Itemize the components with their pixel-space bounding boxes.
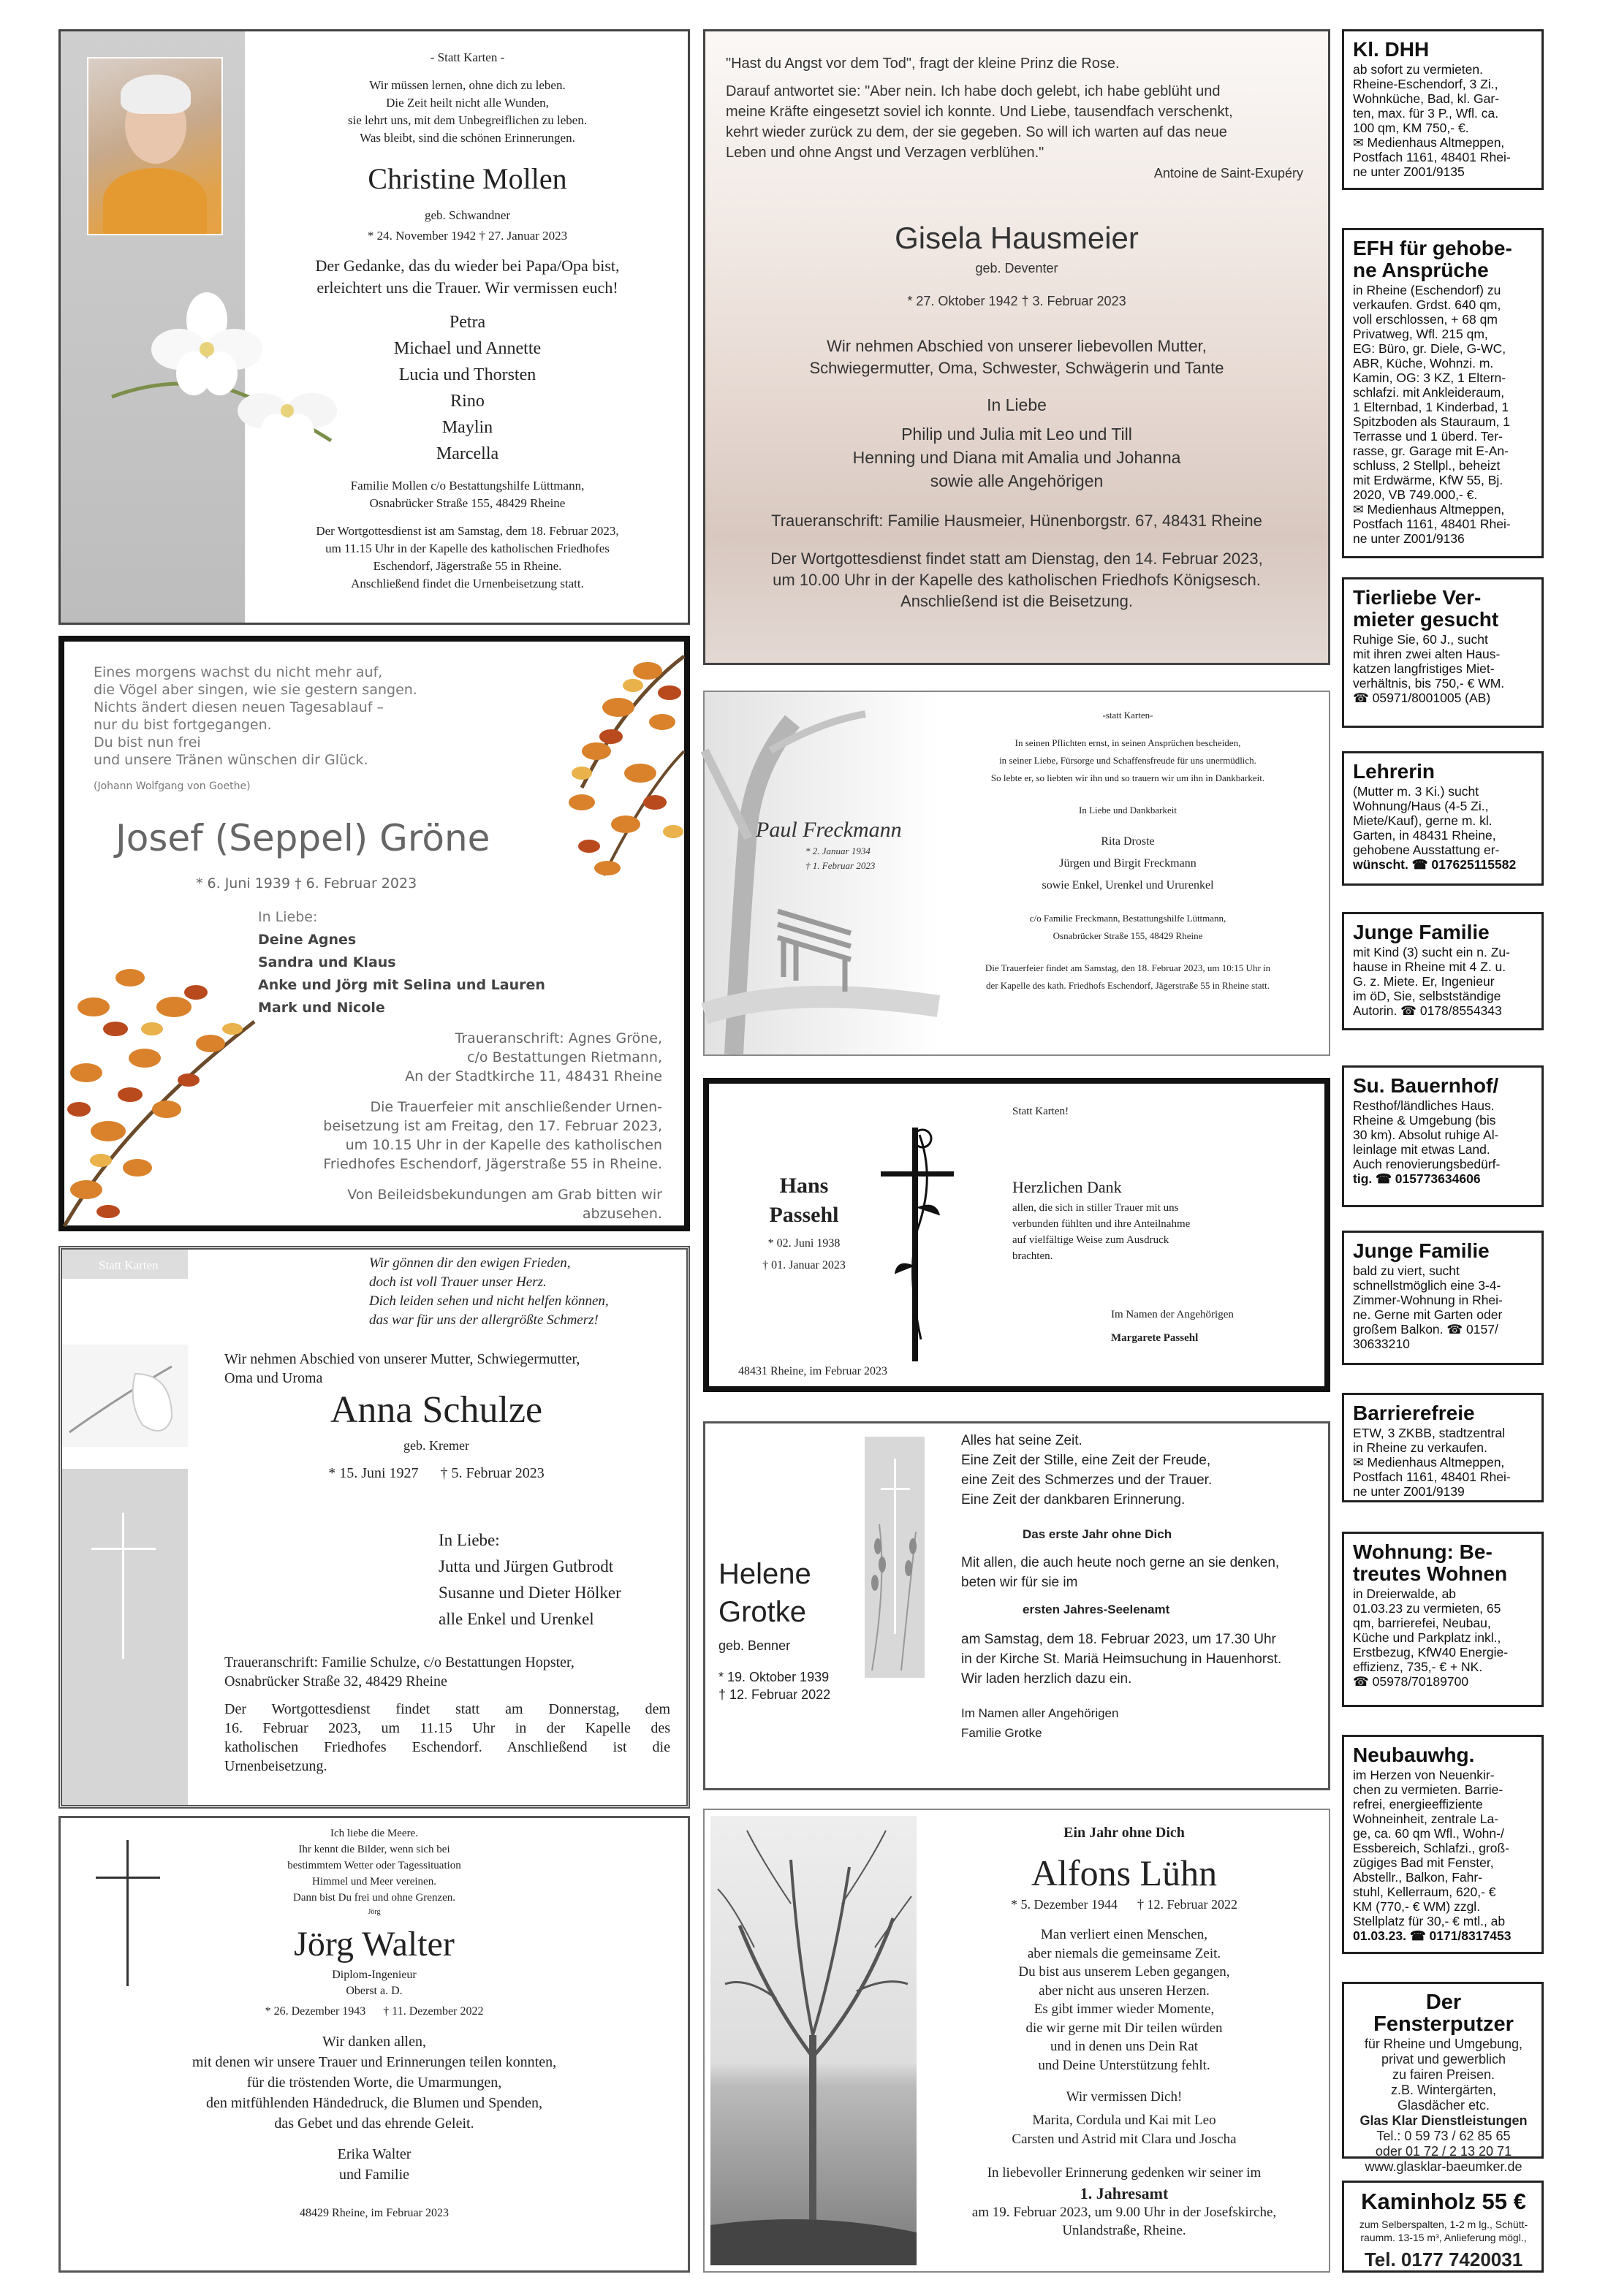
poem-line: Du bist aus unserem Leben gegangen, xyxy=(1018,1964,1230,1980)
family-member: Sandra und Klaus xyxy=(258,954,396,970)
message-line: beten wir für sie im xyxy=(961,1575,1078,1590)
ad-text: 1 Elternbad, 1 Kinderbad, 1 xyxy=(1353,400,1509,414)
ad-text: ne unter Z001/9139 xyxy=(1353,1484,1465,1499)
place-date: 48431 Rheine, im Februar 2023 xyxy=(738,1365,887,1377)
family-member: Marcella xyxy=(436,444,499,463)
ad-text: Zimmer-Wohnung in Rhei- xyxy=(1353,1293,1503,1307)
obituary-hausmeier xyxy=(703,29,1330,665)
ad-text: Garten, in 48431 Rheine, xyxy=(1353,828,1496,843)
section-heading: Das erste Jahr ohne Dich xyxy=(1023,1527,1172,1541)
deceased-name: Alfons Lühn xyxy=(1031,1852,1218,1893)
ad-text: Abstellr., Balkon, Fahr- xyxy=(1353,1870,1483,1885)
service-line: Der Wortgottesdienst ist am Samstag, dem 18. Februar 2023, xyxy=(316,524,619,538)
service-line: Anschließend findet die Urnenbeisetzung statt. xyxy=(351,577,584,590)
address-line: Familie Mollen c/o Bestattungshilfe Lüttmann, xyxy=(350,479,585,493)
ad-title: Der Fensterputzer xyxy=(1373,1991,1514,2036)
service-line: Die Trauerfeier mit anschließender Urnen- xyxy=(370,1099,662,1115)
ad-text: ETW, 3 ZKBB, stadtzentral xyxy=(1353,1426,1506,1440)
calla-lily-image xyxy=(62,1345,188,1447)
quote-line: Dich leiden sehen und nicht helfen können, xyxy=(369,1293,609,1309)
ad-text: im öD, Sie, selbstständige xyxy=(1353,989,1501,1003)
signoff-line: Familie Grotke xyxy=(961,1726,1042,1740)
death-date: † 01. Januar 2023 xyxy=(762,1259,846,1271)
service-line: in der Kirche St. Mariä Heimsuchung in Hauenhorst. xyxy=(961,1651,1282,1667)
ad-text: Spitzboden als Stauraum, 1 xyxy=(1353,414,1510,429)
birth-name: geb. Schwandner xyxy=(424,208,511,222)
family-member: Petra xyxy=(449,313,486,332)
ad-text: Rheine-Eschendorf, 3 Zi., xyxy=(1353,77,1498,91)
quote-line: Nichts ändert diesen neuen Tagesablauf – xyxy=(94,699,384,715)
birth-name: geb. Deventer xyxy=(975,261,1058,275)
family-member: Anke und Jörg mit Selina und Lauren xyxy=(258,977,545,993)
ad-text: Kamin, OG: 3 KZ, 1 Eltern- xyxy=(1353,370,1506,385)
section-heading: Ein Jahr ohne Dich xyxy=(1063,1825,1185,1841)
service-line: der Kapelle des kath. Friedhofs Eschendorf, Jägerstraße 55 in Rheine statt. xyxy=(985,980,1270,991)
ad-text: 100 qm, KM 750,- €. xyxy=(1353,121,1469,135)
ad-text: KM (770,- € WM) zzgl. xyxy=(1353,1899,1481,1914)
ad-text: raumm. 13-15 m³, Anlieferung mögl., xyxy=(1360,2232,1527,2243)
ad-title: Neubauwhg. xyxy=(1353,1744,1475,1766)
intro-line: Wir nehmen Abschied von unserer Mutter, Schwiegermutter, xyxy=(224,1351,580,1367)
ad-text: 01.03.23. ☎ 0171/8317453 xyxy=(1353,1928,1512,1943)
quote-line: So lebte er, so liebten wir ihn und so trauern wir um ihn in Dankbarkeit. xyxy=(990,772,1265,783)
classified-ad xyxy=(1342,1231,1544,1365)
family-member: alle Enkel und Urenkel xyxy=(439,1610,594,1628)
quote-line: Himmel und Meer vereinen. xyxy=(312,1876,436,1888)
mass-title: ersten Jahres-Seelenamt xyxy=(1023,1603,1170,1616)
deceased-first-name: Hans xyxy=(779,1174,829,1198)
ad-title: Wohnung: Be-treutes Wohnen xyxy=(1353,1540,1508,1585)
service-line: um 11.15 Uhr in der Kapelle des katholischen Friedhofes xyxy=(325,541,610,555)
life-dates: * 26. Dezember 1943 † 11. Dezember 2022 xyxy=(265,2005,484,2018)
address-line: Osnabrücker Straße 155, 48429 Rheine xyxy=(1053,930,1203,941)
ad-text: Miete/Kauf), gerne m. kl. xyxy=(1353,813,1493,828)
in-love-label: In Liebe: xyxy=(258,909,318,925)
ad-text: 01.03.23 zu vermieten, 65 xyxy=(1353,1601,1501,1616)
ad-text: effizienz, 735,- € + NK. xyxy=(1353,1660,1483,1674)
anniversary-title: 1. Jahresamt xyxy=(1080,2184,1169,2202)
deceased-first-name: Helene xyxy=(718,1558,811,1590)
thanks-line: Wir danken allen, xyxy=(322,2034,426,2050)
ad-text: Postfach 1161, 48401 Rhei- xyxy=(1353,1470,1511,1484)
quote-author: (Johann Wolfgang von Goethe) xyxy=(94,780,251,792)
poem-line: die wir gerne mit Dir teilen würden xyxy=(1025,2020,1223,2036)
ad-text: im Herzen von Neuenkir- xyxy=(1353,1768,1495,1782)
quote-line: meine Kräfte eingesetzt soviel ich konnte. Und Liebe, tausendfach verschenkt, xyxy=(726,104,1233,120)
ad-text: gehobene Ausstattung er- xyxy=(1353,843,1500,857)
ad-text: z.B. Wintergärten, xyxy=(1390,2083,1497,2097)
thanks-line: den mitfühlenden Händedruck, die Blumen und Spenden, xyxy=(206,2095,542,2111)
ad-text: stuhl, Kellerraum, 620,- € xyxy=(1353,1885,1496,1899)
quote-line: das war für uns der allergrößte Schmerz! xyxy=(369,1312,599,1328)
service-line: um 10.00 Uhr in der Kapelle des katholischen Friedhofs Königsesch. xyxy=(773,571,1261,589)
poem-line: aber niemals die gemeinsame Zeit. xyxy=(1027,1945,1221,1961)
thanks-line: mit denen wir unsere Trauer und Erinnerungen teilen konnten, xyxy=(191,2054,557,2070)
birth-date: * 02. Juni 1938 xyxy=(767,1237,841,1250)
in-love-label: In Liebe xyxy=(987,395,1047,414)
address-line: c/o Familie Freckmann, Bestattungshilfe Lüttmann, xyxy=(1029,913,1226,924)
memorial-line: In liebevoller Erinnerung gedenken wir seiner im xyxy=(987,2165,1262,2181)
ad-text: zu fairen Preisen. xyxy=(1392,2067,1495,2082)
quote-line: In seinen Pflichten ernst, in seinen Ansprüchen bescheiden, xyxy=(1015,737,1241,748)
poem-line: und Deine Unterstützung fehlt. xyxy=(1038,2057,1210,2073)
obituary-grotke xyxy=(703,1421,1330,1790)
family-member: Philip und Julia mit Leo und Till xyxy=(901,425,1132,444)
thanks-line: brachten. xyxy=(1012,1250,1053,1262)
message-line: Mit allen, die auch heute noch gerne an sie denken, xyxy=(961,1555,1280,1570)
quote-line: Wir gönnen dir den ewigen Frieden, xyxy=(369,1255,571,1271)
family-member: Jürgen und Birgit Freckmann xyxy=(1059,857,1196,870)
ad-text: bald zu viert, sucht xyxy=(1353,1263,1460,1278)
death-date: † 1. Februar 2023 xyxy=(805,860,876,871)
life-dates: * 24. November 1942 † 27. Januar 2023 xyxy=(367,229,568,243)
ad-text: Ruhige Sie, 60 J., sucht xyxy=(1353,632,1488,647)
classified-ad xyxy=(1342,751,1544,886)
signoff-line: Im Namen aller Angehörigen xyxy=(961,1706,1119,1720)
address-line: c/o Bestattungen Rietmann, xyxy=(467,1049,662,1065)
obituary-schulze xyxy=(58,1246,690,1809)
thanks-title: Herzlichen Dank xyxy=(1012,1178,1122,1196)
autumn-leaves-bottom xyxy=(64,919,284,1226)
deceased-name: Paul Freckmann xyxy=(756,818,902,842)
obituary-groene xyxy=(58,636,690,1231)
ad-text: hause in Rheine mit 4 Z. u. xyxy=(1353,959,1506,974)
family-member: Susanne und Dieter Hölker xyxy=(439,1584,621,1602)
life-dates: * 27. Oktober 1942 † 3. Februar 2023 xyxy=(907,294,1126,308)
family-member: Carsten und Astrid mit Clara und Joscha xyxy=(1012,2132,1237,2147)
classified-ad xyxy=(1342,912,1544,1030)
miss-line: Wir vermissen Dich! xyxy=(1066,2089,1183,2105)
cross-icon xyxy=(122,1513,124,1659)
signoff: Im Namen der Angehörigen xyxy=(1111,1309,1234,1320)
title-line: Oberst a. D. xyxy=(346,1985,403,1997)
note-line: abzusehen. xyxy=(582,1206,662,1222)
address-line: Traueranschrift: Familie Hausmeier, Hünenborgstr. 67, 48431 Rheine xyxy=(771,512,1262,530)
deceased-name: Anna Schulze xyxy=(330,1389,543,1431)
message-line: Der Gedanke, das du wieder bei Papa/Opa bist, xyxy=(315,256,620,275)
birth-name: geb. Kremer xyxy=(403,1438,469,1453)
window-cleaner-ad xyxy=(1342,1982,1544,2174)
quote-line: Ihr kennt die Bilder, wenn sich bei xyxy=(298,1844,450,1855)
family-member: Rita Droste xyxy=(1101,835,1155,848)
family-member: Michael und Annette xyxy=(393,339,542,358)
quote-line: "Hast du Angst vor dem Tod", fragt der kleine Prinz die Rose. xyxy=(726,56,1120,72)
quote-author: Antoine de Saint-Exupéry xyxy=(1153,166,1303,180)
service-line: am Samstag, dem 18. Februar 2023, um 17.30 Uhr xyxy=(961,1632,1276,1647)
ad-text: rasse, gr. Garage mit E-An- xyxy=(1353,444,1509,458)
ad-text: 30633210 xyxy=(1353,1337,1410,1351)
ad-text: chen zu vermieten. Barrie- xyxy=(1353,1782,1503,1797)
ad-text: Privatweg, Wfl. 215 qm, xyxy=(1353,327,1488,341)
ad-text: 30 km). Absolut ruhige Al- xyxy=(1353,1128,1499,1142)
classified-ad xyxy=(1342,577,1544,728)
ad-text: ne. Gerne mit Garten oder xyxy=(1353,1307,1503,1322)
quote-author: Jörg xyxy=(368,1908,381,1916)
ad-text: EG: Büro, gr. Diele, G-WC, xyxy=(1353,341,1506,356)
ad-text: großem Balkon. ☎ 0157/ xyxy=(1353,1322,1498,1337)
ad-text: schnellstmöglich eine 3-4- xyxy=(1353,1278,1501,1293)
address-line: Osnabrücker Straße 32, 48429 Rheine xyxy=(224,1673,447,1689)
header-statt-karten: Statt Karten xyxy=(99,1258,159,1272)
header-statt-karten: -statt Karten- xyxy=(1102,710,1153,721)
ad-text: ✉ Medienhaus Altmeppen, xyxy=(1353,135,1505,150)
ad-text: (Mutter m. 3 Ki.) sucht xyxy=(1353,784,1479,799)
ad-text: ne unter Z001/9135 xyxy=(1353,164,1465,179)
ad-text: G. z. Miete. Er, Ingenieur xyxy=(1353,974,1495,989)
service-line: Anschließend ist die Beisetzung. xyxy=(900,592,1133,610)
classified-ad xyxy=(1342,29,1544,190)
quote-line: Was bleibt, sind die schönen Erinnerungen. xyxy=(360,131,575,145)
quote-line: Darauf antwortet sie: "Aber nein. Ich habe doch gelebt, ich habe geblüht und xyxy=(726,83,1221,99)
quote-line: Ich liebe die Meere. xyxy=(330,1828,418,1839)
quote-line: die Vögel aber singen, wie sie gestern sangen. xyxy=(94,682,417,698)
ad-text: ab sofort zu vermieten. xyxy=(1353,62,1483,77)
poem-line: aber nicht aus unseren Herzen. xyxy=(1039,1983,1210,1999)
life-dates: * 15. Juni 1927 † 5. Februar 2023 xyxy=(328,1465,545,1481)
ad-text: ten, max. für 3 P., Wfl. ca. xyxy=(1353,106,1499,121)
quote-line: Du bist nun frei xyxy=(94,734,201,750)
deceased-name: Josef (Seppel) Gröne xyxy=(115,817,490,859)
service-line: katholischen Friedhofes Eschendorf. Anschließend ist die xyxy=(224,1739,670,1755)
ad-text: für Rheine und Umgebung, xyxy=(1364,2037,1523,2051)
tree-and-bench-illustration xyxy=(705,692,938,1054)
ad-text: Auch renovierungsbedürf- xyxy=(1353,1157,1501,1171)
quote-line: kehrt wieder zurück zu dem, der sie gegeben. So will ich warten auf das neue xyxy=(726,124,1227,140)
service-line: Die Trauerfeier findet am Samstag, den 18. Februar 2023, um 10:15 Uhr in xyxy=(985,962,1271,973)
ad-text: ge, ca. 60 qm Wfl., Wohn-/ xyxy=(1353,1826,1504,1841)
service-line: 16. Februar 2023, um 11.15 Uhr in der Kapelle des xyxy=(224,1720,670,1736)
ad-text: mit Erdwärme, KfW 55, Bj. xyxy=(1353,473,1503,487)
service-line: Unlandstraße, Rheine. xyxy=(1062,2223,1186,2238)
ad-text: zügiges Bad mit Fenster, xyxy=(1353,1855,1494,1870)
ad-title: Junge Familie xyxy=(1353,921,1490,943)
ad-title: Kl. DHH xyxy=(1353,38,1430,61)
thanks-line: verbunden fühlten und ihre Anteilnahme xyxy=(1012,1218,1191,1230)
ad-text: ✉ Medienhaus Altmeppen, xyxy=(1353,1455,1505,1470)
ad-title: Tierliebe Ver-mieter gesucht xyxy=(1353,586,1499,631)
family-member: Rino xyxy=(450,392,485,411)
classified-ad xyxy=(1342,1735,1544,1954)
ad-text: Glasdächer etc. xyxy=(1397,2098,1490,2113)
family-member: Maylin xyxy=(441,418,493,437)
family-member: Mark und Nicole xyxy=(258,1000,385,1016)
quote-line: eine Zeit des Schmerzes und der Trauer. xyxy=(961,1472,1213,1488)
ad-text: wünscht. ☎ 017625115582 xyxy=(1353,857,1517,872)
header-statt-karten: - Statt Karten - xyxy=(430,50,505,64)
service-line: beisetzung ist am Freitag, den 17. Februar 2023, xyxy=(323,1118,662,1134)
ad-text: tig. ☎ 015773634606 xyxy=(1353,1171,1481,1186)
obituary-freckmann xyxy=(703,691,1330,1056)
ad-text: mit ihren zwei alten Haus- xyxy=(1353,647,1501,661)
quote-line: Wir müssen lernen, ohne dich zu leben. xyxy=(369,78,566,92)
thanks-line: auf vielfältige Weise zum Ausdruck xyxy=(1012,1234,1169,1246)
ad-text: Wohnküche, Bad, kl. Gar- xyxy=(1353,91,1500,106)
address-line: An der Stadtkirche 11, 48431 Rheine xyxy=(405,1068,662,1084)
classified-ad xyxy=(1342,1065,1544,1207)
quote-line: in seiner Liebe, Fürsorge und Schaffensfreude für uns unermüdlich. xyxy=(999,755,1256,766)
family-member: Jutta und Jürgen Gutbrodt xyxy=(439,1557,614,1575)
life-dates: * 6. Juni 1939 † 6. Februar 2023 xyxy=(196,875,417,892)
family-member: sowie Enkel, Urenkel und Ururenkel xyxy=(1042,879,1214,892)
phone: Tel. 0177 7420031 xyxy=(1364,2249,1523,2270)
service-line: Friedhofes Eschendorf, Jägerstraße 55 in Rheine. xyxy=(323,1156,662,1172)
service-line: am 19. Februar 2023, um 9.00 Uhr in der Josefskirche, xyxy=(971,2205,1277,2220)
autumn-leaves-top xyxy=(538,642,684,934)
portrait-photo xyxy=(87,57,223,235)
deceased-last-name: Passehl xyxy=(769,1203,839,1227)
ad-title: Su. Bauernhof/ xyxy=(1353,1074,1499,1097)
service-line: Wir laden herzlich dazu ein. xyxy=(961,1671,1132,1687)
header-statt-karten: Statt Karten! xyxy=(1012,1106,1069,1117)
ad-text: Resthof/ländliches Haus. xyxy=(1353,1098,1495,1113)
cross-with-rose-icon xyxy=(877,1120,957,1369)
ad-text: Wohnung/Haus (4-5 Zi., xyxy=(1353,799,1489,813)
obituary-mollen xyxy=(58,29,690,625)
service-line: Urnenbeisetzung. xyxy=(224,1758,327,1774)
phone: Tel.: 0 59 73 / 62 85 65 xyxy=(1376,2129,1511,2143)
ad-text: ne unter Z001/9136 xyxy=(1353,531,1465,546)
quote-line: Alles hat seine Zeit. xyxy=(961,1433,1082,1448)
thanks-line: für die tröstenden Worte, die Umarmungen, xyxy=(246,2075,502,2091)
ad-text: zum Selberspalten, 1-2 m lg., Schütt- xyxy=(1359,2219,1528,2230)
website: www.glasklar-baeumker.de xyxy=(1365,2159,1522,2174)
address-line: Osnabrücker Straße 155, 48429 Rheine xyxy=(369,496,566,510)
address-line: Traueranschrift: Agnes Gröne, xyxy=(455,1030,662,1046)
ad-text: Autorin. ☎ 0178/8554343 xyxy=(1353,1003,1502,1018)
ad-text: ☎ 05971/8001005 (AB) xyxy=(1353,691,1491,705)
quote-line: Leben und ohne Angst und Verzagen verblühen." xyxy=(726,145,1044,161)
deceased-name: Jörg Walter xyxy=(294,1925,455,1964)
ad-text: Postfach 1161, 48401 Rhei- xyxy=(1353,517,1511,531)
note-line: Von Beileidsbekundungen am Grab bitten wir xyxy=(347,1187,662,1203)
ad-text: privat und gewerblich xyxy=(1381,2052,1506,2067)
ad-text: verkaufen. Grdst. 640 qm, xyxy=(1353,297,1501,312)
phone: oder 01 72 / 2 13 20 71 xyxy=(1375,2144,1512,2159)
deceased-last-name: Grotke xyxy=(718,1596,807,1628)
poem-line: und in denen uns Dein Rat xyxy=(1050,2039,1199,2054)
ad-title: Lehrerin xyxy=(1353,760,1436,783)
ad-text: leinlage mit etwas Land. xyxy=(1353,1142,1490,1157)
quote-line: und unsere Tränen wünschen dir Glück. xyxy=(94,752,368,768)
obituary-passehl xyxy=(703,1078,1330,1392)
family-member: Marita, Cordula und Kai mit Leo xyxy=(1032,2113,1216,2128)
classified-ad xyxy=(1342,1532,1544,1707)
ad-text: refrei, energieeffiziente xyxy=(1353,1797,1483,1812)
classified-ad xyxy=(1342,228,1544,558)
birth-date: * 19. Oktober 1939 xyxy=(718,1670,830,1684)
poem-line: Man verliert einen Menschen, xyxy=(1041,1927,1207,1942)
address-line: Traueranschrift: Familie Schulze, c/o Bestattungen Hopster, xyxy=(224,1654,574,1670)
ad-text: schluss, 2 Stellpl., beheizt xyxy=(1353,458,1501,473)
ad-text: ABR, Küche, Wohnzi. m. xyxy=(1353,356,1494,370)
thanks-line: allen, die sich in stiller Trauer mit uns xyxy=(1012,1202,1179,1214)
quote-line: nur du bist fortgegangen. xyxy=(94,717,272,733)
cross-with-wheat-icon xyxy=(865,1437,925,1678)
quote-line: doch ist voll Trauer unser Herz. xyxy=(369,1274,547,1290)
family-member: Henning und Diana mit Amalia und Johanna xyxy=(852,448,1181,467)
ad-title: EFH für gehobe-ne Ansprüche xyxy=(1353,237,1512,281)
ad-text: Rheine & Umgebung (bis xyxy=(1353,1113,1496,1128)
message-line: erleichtert uns die Trauer. Wir vermissen euch! xyxy=(316,278,618,297)
quote-line: Eines morgens wachst du nicht mehr auf, xyxy=(94,664,383,680)
ad-title: Junge Familie xyxy=(1353,1239,1490,1262)
obituary-walter xyxy=(58,1816,690,2273)
quote-line: Dann bist Du frei und ohne Grenzen. xyxy=(292,1892,456,1904)
birth-name: geb. Benner xyxy=(718,1638,791,1653)
ad-title: Kaminholz 55 € xyxy=(1361,2189,1526,2214)
ad-text: in Rheine zu verkaufen. xyxy=(1353,1440,1487,1455)
ad-text: mit Kind (3) sucht ein n. Zu- xyxy=(1353,945,1510,959)
ad-text: ✉ Medienhaus Altmeppen, xyxy=(1353,502,1505,517)
quote-line: Die Zeit heilt nicht alle Wunden, xyxy=(386,96,549,110)
ad-text: Küche und Parkplatz inkl., xyxy=(1353,1630,1501,1645)
ad-text: qm, barrierefei, Neubau, xyxy=(1353,1616,1491,1630)
quote-line: bestimmtem Wetter oder Tagessituation xyxy=(287,1860,461,1871)
family-member: Lucia und Thorsten xyxy=(398,365,536,384)
ad-title: Barrierefreie xyxy=(1353,1402,1475,1424)
thanks-line: das Gebet und das ehrende Geleit. xyxy=(274,2116,474,2132)
obituary-luehn xyxy=(703,1809,1330,2273)
ad-text: in Rheine (Eschendorf) zu xyxy=(1353,283,1501,297)
life-dates: * 5. Dezember 1944 † 12. Februar 2022 xyxy=(1011,1897,1237,1912)
death-date: † 12. Februar 2022 xyxy=(718,1687,831,1702)
ad-text: Wohneinheit, zentrale La- xyxy=(1353,1812,1499,1826)
family-member: sowie alle Angehörigen xyxy=(930,471,1104,490)
message-line: Schwiegermutter, Oma, Schwester, Schwägerin und Tante xyxy=(809,359,1224,377)
ad-text: ☎ 05978/70189700 xyxy=(1353,1674,1469,1689)
quote-line: Eine Zeit der Stille, eine Zeit der Freude, xyxy=(961,1453,1211,1468)
family-member: Deine Agnes xyxy=(258,932,357,948)
signer: Margarete Passehl xyxy=(1111,1332,1199,1344)
ad-text: in Dreierwalde, ab xyxy=(1353,1586,1457,1601)
in-love-label: In Liebe und Dankbarkeit xyxy=(1079,805,1177,816)
ad-text: schlafzi. mit Ankleideraum, xyxy=(1353,385,1505,400)
firewood-ad xyxy=(1342,2181,1544,2273)
quote-line: Eine Zeit der dankbaren Erinnerung. xyxy=(961,1492,1186,1508)
title-line: Diplom-Ingenieur xyxy=(332,1969,417,1981)
ad-text: Stellplatz für 30,- € mtl., ab xyxy=(1353,1914,1506,1928)
ad-text: voll erschlossen, + 68 qm xyxy=(1353,312,1498,327)
ad-text: katzen langfristiges Miet- xyxy=(1353,661,1495,676)
signer: und Familie xyxy=(338,2167,410,2183)
intro-line: Oma und Uroma xyxy=(224,1370,323,1386)
service-line: Der Wortgottesdienst findet statt am Dienstag, den 14. Februar 2023, xyxy=(770,550,1263,568)
lake-tree-photo xyxy=(710,1816,917,2265)
service-line: Der Wortgottesdienst findet statt am Donnerstag, dem xyxy=(224,1701,670,1717)
message-line: Wir nehmen Abschied von unserer liebevollen Mutter, xyxy=(827,337,1207,355)
signer: Erika Walter xyxy=(337,2146,412,2162)
poem-line: Es gibt immer wieder Momente, xyxy=(1034,2002,1215,2017)
ad-text: Essbereich, Schlafzi., groß- xyxy=(1353,1841,1509,1855)
cross-panel xyxy=(62,1469,188,1805)
deceased-name: Gisela Hausmeier xyxy=(895,221,1139,255)
ad-text: Erstbezug, KfW40 Energie- xyxy=(1353,1645,1509,1660)
company-name: Glas Klar Dienstleistungen xyxy=(1359,2113,1528,2128)
service-line: um 10.15 Uhr in der Kapelle des katholischen xyxy=(345,1137,662,1153)
birth-date: * 2. Januar 1934 xyxy=(805,845,871,856)
ad-text: 2020, VB 749.000,- €. xyxy=(1353,487,1478,502)
place-date: 48429 Rheine, im Februar 2023 xyxy=(300,2207,449,2219)
service-line: Eschendorf, Jägerstraße 55 in Rheine. xyxy=(373,559,562,573)
quote-line: sie lehrt uns, mit dem Unbegreiflichen zu leben. xyxy=(347,113,588,127)
ad-text: verhältnis, bis 750,- € WM. xyxy=(1353,676,1505,691)
deceased-name: Christine Mollen xyxy=(368,162,567,195)
classified-ad xyxy=(1342,1393,1544,1502)
in-love-label: In Liebe: xyxy=(439,1531,500,1549)
ad-text: Postfach 1161, 48401 Rhei- xyxy=(1353,150,1511,164)
ad-text: Terrasse und 1 überd. Ter- xyxy=(1353,429,1503,444)
